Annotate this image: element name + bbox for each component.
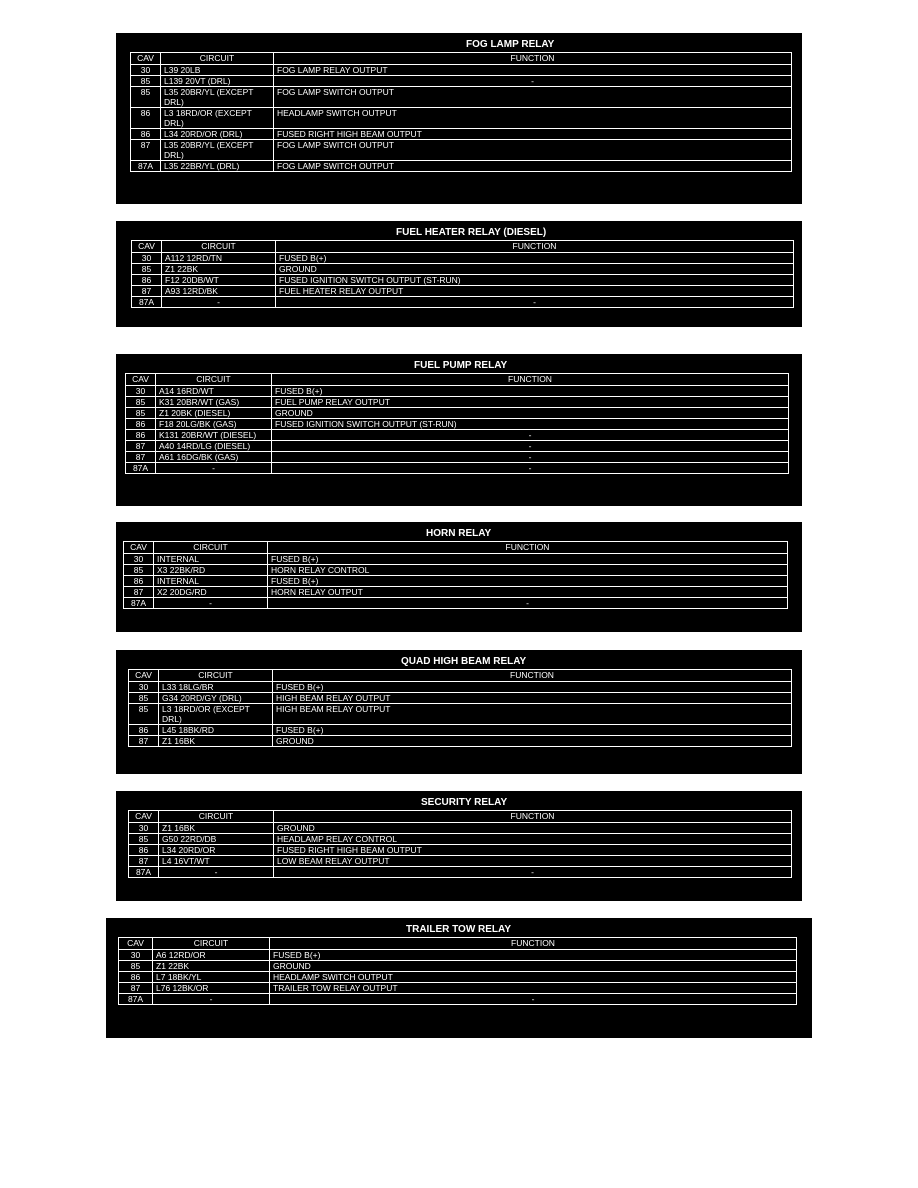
table-row	[129, 725, 792, 736]
circuit-cell: A61 16DG/BK (GAS)	[156, 452, 272, 463]
table-row	[124, 576, 788, 587]
circuit-cell: L76 12BK/OR	[153, 983, 270, 994]
circuit-cell: Z1 22BK	[162, 264, 276, 275]
function-cell: -	[268, 598, 788, 609]
function-cell: -	[270, 994, 797, 1005]
function-cell: -	[272, 463, 789, 474]
table-row	[131, 65, 792, 76]
table-row	[126, 408, 789, 419]
cav-cell: 87	[126, 441, 156, 452]
table-row	[132, 297, 794, 308]
table-row	[119, 950, 797, 961]
fog-lamp-relay-table	[130, 52, 792, 172]
header-cav: CAV	[129, 811, 159, 823]
function-cell: FUSED B(+)	[273, 725, 792, 736]
horn-relay-table	[123, 541, 788, 609]
function-cell: HORN RELAY OUTPUT	[268, 587, 788, 598]
horn-relay-panel	[116, 522, 802, 632]
circuit-cell: G34 20RD/GY (DRL)	[159, 693, 273, 704]
circuit-cell: L45 18BK/RD	[159, 725, 273, 736]
table-header-row	[129, 670, 792, 682]
cav-cell: 85	[119, 961, 153, 972]
table-row	[124, 565, 788, 576]
table-header-row	[131, 53, 792, 65]
circuit-cell: -	[156, 463, 272, 474]
table-row	[132, 275, 794, 286]
function-cell: FUEL HEATER RELAY OUTPUT	[276, 286, 794, 297]
function-cell: -	[272, 441, 789, 452]
function-cell: -	[272, 430, 789, 441]
circuit-cell: X2 20DG/RD	[154, 587, 268, 598]
function-cell: LOW BEAM RELAY OUTPUT	[274, 856, 792, 867]
table-row	[119, 994, 797, 1005]
circuit-cell: Z1 16BK	[159, 736, 273, 747]
header-cav: CAV	[124, 542, 154, 554]
cav-cell: 87A	[132, 297, 162, 308]
function-cell: -	[276, 297, 794, 308]
cav-cell: 85	[131, 76, 161, 87]
table-row	[126, 441, 789, 452]
table-row	[131, 140, 792, 161]
cav-cell: 86	[129, 725, 159, 736]
header-function: FUNCTION	[270, 938, 797, 950]
header-cav: CAV	[126, 374, 156, 386]
cav-cell: 87	[129, 736, 159, 747]
function-cell: FUEL PUMP RELAY OUTPUT	[272, 397, 789, 408]
cav-cell: 85	[132, 264, 162, 275]
function-cell: -	[272, 452, 789, 463]
table-row	[132, 286, 794, 297]
fuel-heater-relay-table	[131, 240, 794, 308]
circuit-cell: A40 14RD/LG (DIESEL)	[156, 441, 272, 452]
function-cell: HEADLAMP SWITCH OUTPUT	[270, 972, 797, 983]
table-row	[129, 834, 792, 845]
table-row	[131, 76, 792, 87]
circuit-cell: L35 20BR/YL (EXCEPT DRL)	[161, 140, 274, 161]
function-cell: FUSED B(+)	[270, 950, 797, 961]
circuit-cell: A6 12RD/OR	[153, 950, 270, 961]
table-title: FOG LAMP RELAY	[466, 39, 555, 50]
circuit-cell: L34 20RD/OR	[159, 845, 274, 856]
circuit-cell: L33 18LG/BR	[159, 682, 273, 693]
circuit-cell: L39 20LB	[161, 65, 274, 76]
table-row	[124, 587, 788, 598]
table-row	[124, 554, 788, 565]
table-row	[126, 419, 789, 430]
function-cell: FUSED B(+)	[272, 386, 789, 397]
circuit-cell: INTERNAL	[154, 554, 268, 565]
circuit-cell: L3 18RD/OR (EXCEPT DRL)	[161, 108, 274, 129]
cav-cell: 87A	[124, 598, 154, 609]
table-row	[132, 253, 794, 264]
header-function: FUNCTION	[274, 811, 792, 823]
circuit-cell: -	[162, 297, 276, 308]
header-circuit: CIRCUIT	[153, 938, 270, 950]
table-row	[132, 264, 794, 275]
function-cell: GROUND	[273, 736, 792, 747]
circuit-cell: L3 18RD/OR (EXCEPT DRL)	[159, 704, 273, 725]
function-cell: FUSED RIGHT HIGH BEAM OUTPUT	[274, 845, 792, 856]
function-cell: FUSED B(+)	[273, 682, 792, 693]
table-row	[129, 682, 792, 693]
cav-cell: 87A	[131, 161, 161, 172]
quad-high-beam-relay-table	[128, 669, 792, 747]
function-cell: GROUND	[272, 408, 789, 419]
table-title: FUEL HEATER RELAY (DIESEL)	[396, 227, 547, 238]
table-row	[126, 386, 789, 397]
header-function: FUNCTION	[272, 374, 789, 386]
circuit-cell: L4 16VT/WT	[159, 856, 274, 867]
function-cell: TRAILER TOW RELAY OUTPUT	[270, 983, 797, 994]
function-cell: FUSED B(+)	[268, 554, 788, 565]
header-circuit: CIRCUIT	[159, 811, 274, 823]
cav-cell: 86	[119, 972, 153, 983]
cav-cell: 85	[124, 565, 154, 576]
cav-cell: 87	[119, 983, 153, 994]
cav-cell: 87	[129, 856, 159, 867]
cav-cell: 85	[126, 397, 156, 408]
cav-cell: 86	[126, 430, 156, 441]
cav-cell: 86	[131, 108, 161, 129]
cav-cell: 30	[119, 950, 153, 961]
cav-cell: 30	[124, 554, 154, 565]
table-row	[129, 693, 792, 704]
circuit-cell: X3 22BK/RD	[154, 565, 268, 576]
table-header-row	[132, 241, 794, 253]
table-row	[129, 867, 792, 878]
security-relay-panel	[116, 791, 802, 901]
table-title: HORN RELAY	[426, 528, 492, 539]
table-row	[126, 463, 789, 474]
circuit-cell: -	[159, 867, 274, 878]
function-cell: FOG LAMP SWITCH OUTPUT	[274, 87, 792, 108]
fog-lamp-relay-panel	[116, 33, 802, 204]
function-cell: FOG LAMP RELAY OUTPUT	[274, 65, 792, 76]
cav-cell: 87	[131, 140, 161, 161]
circuit-cell: INTERNAL	[154, 576, 268, 587]
function-cell: -	[274, 76, 792, 87]
table-row	[129, 823, 792, 834]
table-row	[119, 961, 797, 972]
function-cell: HIGH BEAM RELAY OUTPUT	[273, 693, 792, 704]
circuit-cell: L7 18BK/YL	[153, 972, 270, 983]
cav-cell: 85	[129, 834, 159, 845]
circuit-cell: A93 12RD/BK	[162, 286, 276, 297]
table-row	[131, 87, 792, 108]
table-header-row	[126, 374, 789, 386]
circuit-cell: -	[153, 994, 270, 1005]
function-cell: FUSED B(+)	[268, 576, 788, 587]
security-relay-table	[128, 810, 792, 878]
fuel-pump-relay-table	[125, 373, 789, 474]
table-row	[131, 108, 792, 129]
header-circuit: CIRCUIT	[162, 241, 276, 253]
function-cell: FUSED B(+)	[276, 253, 794, 264]
circuit-cell: L35 22BR/YL (DRL)	[161, 161, 274, 172]
table-row	[119, 972, 797, 983]
table-header-row	[124, 542, 788, 554]
circuit-cell: G50 22RD/DB	[159, 834, 274, 845]
table-row	[131, 129, 792, 140]
circuit-cell: -	[154, 598, 268, 609]
table-title: QUAD HIGH BEAM RELAY	[401, 656, 527, 667]
function-cell: -	[274, 867, 792, 878]
table-row	[129, 736, 792, 747]
header-circuit: CIRCUIT	[159, 670, 273, 682]
cav-cell: 30	[126, 386, 156, 397]
cav-cell: 87A	[126, 463, 156, 474]
quad-high-beam-relay-panel	[116, 650, 802, 774]
cav-cell: 85	[129, 704, 159, 725]
header-cav: CAV	[129, 670, 159, 682]
circuit-cell: Z1 20BK (DIESEL)	[156, 408, 272, 419]
header-cav: CAV	[132, 241, 162, 253]
function-cell: FUSED IGNITION SWITCH OUTPUT (ST-RUN)	[272, 419, 789, 430]
cav-cell: 30	[132, 253, 162, 264]
circuit-cell: Z1 22BK	[153, 961, 270, 972]
header-function: FUNCTION	[273, 670, 792, 682]
function-cell: FOG LAMP SWITCH OUTPUT	[274, 161, 792, 172]
cav-cell: 87	[124, 587, 154, 598]
header-cav: CAV	[131, 53, 161, 65]
function-cell: HEADLAMP SWITCH OUTPUT	[274, 108, 792, 129]
circuit-cell: L139 20VT (DRL)	[161, 76, 274, 87]
cav-cell: 87	[132, 286, 162, 297]
cav-cell: 85	[131, 87, 161, 108]
circuit-cell: L35 20BR/YL (EXCEPT DRL)	[161, 87, 274, 108]
function-cell: FOG LAMP SWITCH OUTPUT	[274, 140, 792, 161]
cav-cell: 86	[129, 845, 159, 856]
circuit-cell: L34 20RD/OR (DRL)	[161, 129, 274, 140]
table-row	[124, 598, 788, 609]
circuit-cell: Z1 16BK	[159, 823, 274, 834]
cav-cell: 30	[129, 823, 159, 834]
header-function: FUNCTION	[274, 53, 792, 65]
header-function: FUNCTION	[268, 542, 788, 554]
function-cell: GROUND	[274, 823, 792, 834]
header-cav: CAV	[119, 938, 153, 950]
function-cell: HEADLAMP RELAY CONTROL	[274, 834, 792, 845]
function-cell: FUSED RIGHT HIGH BEAM OUTPUT	[274, 129, 792, 140]
table-row	[131, 161, 792, 172]
cav-cell: 86	[126, 419, 156, 430]
cav-cell: 30	[131, 65, 161, 76]
table-title: SECURITY RELAY	[421, 797, 508, 808]
header-circuit: CIRCUIT	[154, 542, 268, 554]
fuel-heater-relay-panel	[116, 221, 802, 327]
table-row	[129, 856, 792, 867]
header-circuit: CIRCUIT	[161, 53, 274, 65]
table-header-row	[129, 811, 792, 823]
header-function: FUNCTION	[276, 241, 794, 253]
circuit-cell: F18 20LG/BK (GAS)	[156, 419, 272, 430]
table-row	[126, 452, 789, 463]
cav-cell: 86	[131, 129, 161, 140]
table-row	[126, 397, 789, 408]
cav-cell: 87	[126, 452, 156, 463]
cav-cell: 87A	[119, 994, 153, 1005]
fuel-pump-relay-panel	[116, 354, 802, 506]
cav-cell: 87A	[129, 867, 159, 878]
circuit-cell: K31 20BR/WT (GAS)	[156, 397, 272, 408]
table-row	[119, 983, 797, 994]
circuit-cell: A112 12RD/TN	[162, 253, 276, 264]
cav-cell: 85	[126, 408, 156, 419]
function-cell: GROUND	[270, 961, 797, 972]
table-row	[129, 704, 792, 725]
table-row	[126, 430, 789, 441]
cav-cell: 86	[124, 576, 154, 587]
trailer-tow-relay-table	[118, 937, 797, 1005]
cav-cell: 30	[129, 682, 159, 693]
circuit-cell: A14 16RD/WT	[156, 386, 272, 397]
function-cell: HORN RELAY CONTROL	[268, 565, 788, 576]
table-title: TRAILER TOW RELAY	[406, 924, 512, 935]
circuit-cell: F12 20DB/WT	[162, 275, 276, 286]
function-cell: GROUND	[276, 264, 794, 275]
cav-cell: 85	[129, 693, 159, 704]
table-title: FUEL PUMP RELAY	[414, 360, 508, 371]
table-row	[129, 845, 792, 856]
trailer-tow-relay-panel	[106, 918, 812, 1038]
header-circuit: CIRCUIT	[156, 374, 272, 386]
function-cell: FUSED IGNITION SWITCH OUTPUT (ST-RUN)	[276, 275, 794, 286]
circuit-cell: K131 20BR/WT (DIESEL)	[156, 430, 272, 441]
cav-cell: 86	[132, 275, 162, 286]
table-header-row	[119, 938, 797, 950]
function-cell: HIGH BEAM RELAY OUTPUT	[273, 704, 792, 725]
